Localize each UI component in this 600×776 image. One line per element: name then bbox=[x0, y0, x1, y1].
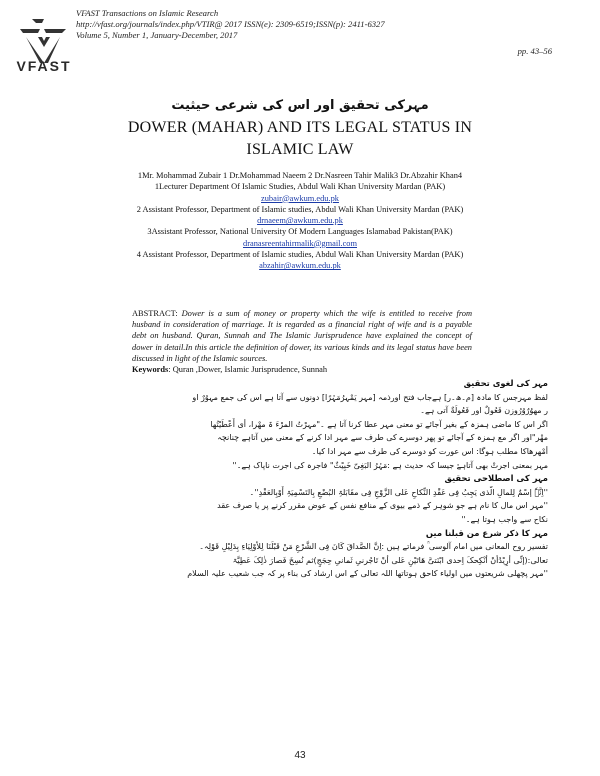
journal-header bbox=[76, 8, 385, 41]
email-link-4[interactable]: abzahir@awkum.edu.pk bbox=[259, 261, 341, 271]
abstract-label: ABSTRACT: bbox=[132, 309, 178, 318]
body-line: تعالی:(إنِّی أرِیْدُأنْ أنْکِحکَ اِحدی ابْنَتیَّ ھَاتَیْنِ عَلی أنْ تَاجُرنیِ ثَمانیِ حِجَجٍ)ثم نُسِخَ فَصارَ ذٰلِکَ عَطِیَّۃ bbox=[232, 555, 548, 565]
body-line: ''اِنَّہٗ إسْمٌ لِلمالِ الَّذی یَجِبُ فِی عَقْدِ النِّکاحِ عَلی الزَّوْجِ فِی مقَابَلۃِ البُضْعِ بِالتَسْمِیَۃِ أَوْبِالعَقْدِ''۔ bbox=[249, 487, 548, 497]
section-heading-terminological: مہر کی اصطلاحی تحقیق bbox=[444, 473, 548, 484]
body-line: ''مہر پچھلی شریعتوں میں اولیاء کاحق ہوتاتھا اللہ تعالی کے اس ارشاد کی بناء پر کہ جب شعیب علیہ السلام bbox=[187, 569, 548, 579]
logo-text: VFAST bbox=[16, 58, 72, 74]
body-line: ''مہر اس مال کا نام ہے جو شوہر کے ذمے بیوی کے منافع نفس کے عوض مقرر کرنے پر یا صرف عقد bbox=[217, 501, 548, 511]
body-line: مہر بمعنی اجرتْ بھی آتاہےْ جیسا کہ حدیث ہے :مَہْرُ البَغِیّ خَبِیْثٌ" فاجرہ کی اجرت ناپاک ہے۔'' bbox=[232, 460, 548, 470]
section-heading-previous-laws: مہر کا ذکر شرع من قبلنا میں bbox=[425, 527, 548, 538]
urdu-body-text bbox=[62, 377, 548, 581]
body-line: اگر اس کا ماضی ہمزہ کے بغیر آجائے تو معنی مہر عطا کرنا آتا ہے ۔"مہرْتُ المرْءَ ۃ مھْرا، أی أَعْطَیْتُھا bbox=[210, 419, 548, 429]
author-names: 1Mr. Mohammad Zubair 1 Dr.Mohammad Naeem 2 Dr.Nasreen Tahir Malik3 Dr.Abzahir Khan4 bbox=[137, 171, 463, 180]
english-title bbox=[60, 117, 540, 161]
keywords-label: Keywords bbox=[132, 365, 169, 375]
journal-name: VFAST Transactions on Islamic Research bbox=[76, 8, 219, 18]
journal-url-issn: http://vfast.org/journals/index.php/VTIR@ 2017 ISSN(e): 2309-6519;ISSN(p): 2411-6327 bbox=[76, 19, 385, 29]
affiliation-1: 1Lecturer Department Of Islamic Studies, Abdul Wali Khan University Mardan (PAK) bbox=[154, 182, 446, 192]
body-line: مھْر"اور اگر مع ہمزہ کے آجائے تو پھر دوسرے کی طرف سے مہر ادا کرنے کے معنی میں آتاہے چنانچہ bbox=[217, 433, 548, 443]
page-range: pp. 43–56 bbox=[517, 46, 552, 56]
english-title-line1: DOWER (MAHAR) AND ITS LEGAL STATUS IN bbox=[127, 119, 473, 136]
abstract bbox=[132, 308, 472, 375]
affiliation-4: 4 Assistant Professor, Department of Islamic studies, Abdul Wali Khan University Mardan (PAK) bbox=[136, 250, 464, 260]
affiliation-2: 2 Assistant Professor, Department of Islamic studies, Abdul Wali Khan University Mardan (PAK) bbox=[136, 204, 464, 214]
body-line: ر مھوُرٌوُرُوزن فَعُولٌ اور فَعُولَةٌ آتی ہے۔ bbox=[420, 406, 548, 416]
title-block bbox=[60, 98, 540, 161]
abstract-text: Dower is a sum of money or property which the wife is entitled to receive from husband in consideration of marriage. It is regarded as a financial right of wife and is a payable debt on husband. Quran, Sunnah and The Islamic Jurisprudence have explained the concept of dower in detail.In this article the definition of dower, its various kinds and its legal status have been discussed in light of the Islamic sources. bbox=[132, 309, 473, 363]
urdu-title: مہرکی تحقیق اور اس کی شرعی حیثیت bbox=[171, 98, 429, 113]
email-link-1[interactable]: zubair@awkum.edu.pk bbox=[261, 193, 339, 203]
affiliation-3: 3Assistant Professor, National University Of Modern Languages Islamabad Pakistan(PAK) bbox=[147, 227, 453, 237]
page-number: 43 bbox=[294, 750, 306, 761]
keywords-line bbox=[132, 364, 472, 375]
body-line: لفظ مہرجس کا مادہ [م۔ھ۔ر] ہےجاب فتح اورذمہ [مہر یَمْہرُمَہْرًا] دونوں سے آتا ہے اس کی جمع مہوُرٌ او bbox=[192, 392, 548, 402]
english-title-line2: ISLAMIC LAW bbox=[246, 141, 354, 158]
email-link-2[interactable]: drnaeem@awkum.edu.pk bbox=[257, 216, 343, 226]
section-heading-lexical: مہر کی لغوی تحقیق bbox=[463, 378, 548, 388]
journal-volume: Volume 5, Number 1, January-December, 2017 bbox=[76, 30, 238, 40]
keywords-list: : Quran ,Dower, Islamic Jurisprudence, Sunnah bbox=[168, 365, 328, 375]
body-line: نکاح سے واجب ہوتا ہے۔'' bbox=[461, 514, 548, 524]
body-line: أمْھرھاکا مطلب ہوگا: اس عورت کو دوسرے کی طرف سے مہر ادا کیا۔ bbox=[311, 446, 548, 456]
body-line: تفسیر روح المعانی میں امام آلوسی ؒ فرماتے ہیں :اِنَّ الصَّداقَ کَانَ فِی الشَّرْعِ مَنْ قَبْلَنَا لِلأوْلِیَاءِ بِدَلِیْلِ قَوْلِہ۔ bbox=[199, 542, 548, 552]
email-link-3[interactable]: dranasreentahirmalik@gmail.com bbox=[243, 238, 357, 248]
authors-block bbox=[60, 170, 540, 272]
